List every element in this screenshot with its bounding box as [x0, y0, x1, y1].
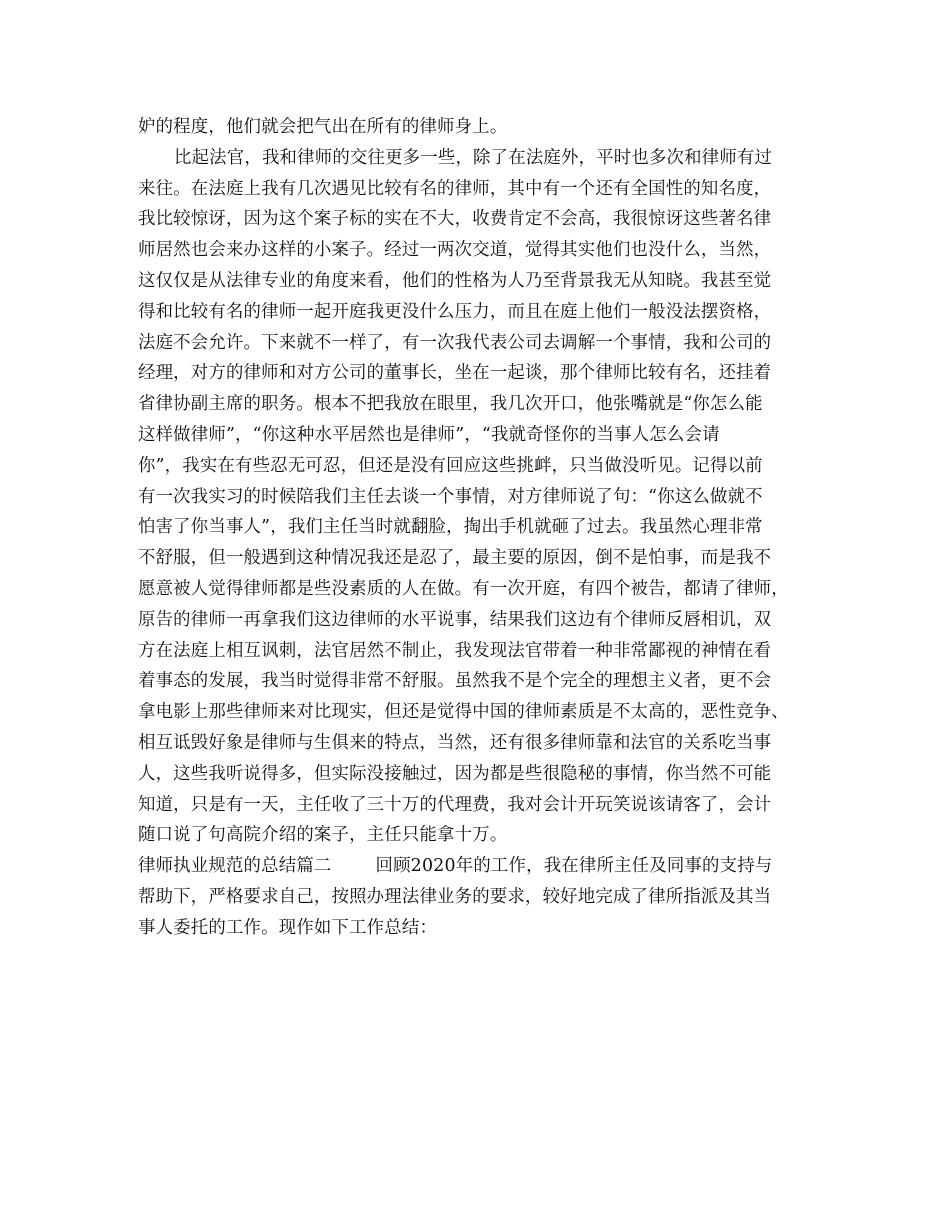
text-line: 来往。在法庭上我有几次遇见比较有名的律师，其中有一个还有全国性的知名度， — [138, 178, 772, 199]
text-line: 得和比较有名的律师一起开庭我更没什么压力，而且在庭上他们一般没法摆资格， — [138, 301, 772, 322]
body-text — [138, 112, 814, 944]
text-line: 法庭不会允许。下来就不一样了，有一次我代表公司去调解一个事情，我和公司的 — [138, 332, 772, 353]
text-line: 省律协副主席的职务。根本不把我放在眼里，我几次开口，他张嘴就是“你怎么能 — [138, 394, 763, 415]
text-line: 这仅仅是从法律专业的角度来看，他们的性格为人乃至背景我无从知晓。我甚至觉 — [138, 270, 772, 291]
text-line: 妒的程度，他们就会把气出在所有的律师身上。 — [138, 117, 508, 137]
text-line: 事人委托的工作。现作如下工作总结： — [138, 917, 438, 938]
text-line: 怕害了你当事人”，我们主任当时就翻脸，掏出手机就砸了过去。我虽然心理非常 — [138, 517, 763, 538]
text-line: 经理，对方的律师和对方公司的董事长，坐在一起谈，那个律师比较有名，还挂着 — [138, 363, 772, 384]
text-line: 随口说了句高院介绍的案子，主任只能拿十万。 — [138, 825, 508, 846]
text-line: 知道，只是有一天，主任收了三十万的代理费，我对会计开玩笑说该请客了，会计 — [138, 794, 772, 815]
text-line: 有一次我实习的时候陪我们主任去谈一个事情，对方律师说了句：“你这么做就不 — [138, 486, 763, 507]
section-heading-line — [138, 851, 814, 882]
text-line: 相互诋毁好象是律师与生俱来的特点，当然，还有很多律师靠和法官的关系吃当事 — [138, 732, 772, 753]
text-line: 不舒服，但一般遇到这种情况我还是忍了，最主要的原因，倒不是怕事，而是我不 — [138, 548, 772, 569]
text-line: 愿意被人觉得律师都是些没素质的人在做。有一次开庭，有四个被告，都请了律师， — [138, 578, 789, 599]
text-line: 拿电影上那些律师来对比现实，但还是觉得中国的律师素质是不太高的，恶性竞争、 — [138, 702, 789, 723]
paragraph-first-line: 比起法官，我和律师的交往更多一些，除了在法庭外，平时也多次和律师有过 — [174, 147, 773, 168]
text-line: 原告的律师一再拿我们这边律师的水平说事，结果我们这边有个律师反唇相讥，双 — [138, 609, 772, 630]
text-line: 人，这些我听说得多，但实际没接触过，因为都是些很隐秘的事情，你当然不可能 — [138, 763, 772, 784]
text-line: 师居然也会来办这样的小案子。经过一两次交道，觉得其实他们也没什么，当然， — [138, 240, 772, 261]
text-line: 这样做律师”，“你这种水平居然也是律师”，“我就奇怪你的当事人怎么会请 — [138, 424, 720, 445]
text-line: 帮助下，严格要求自己，按照办理法律业务的要求，较好地完成了律所指派及其当 — [138, 886, 772, 907]
text-line: 我比较惊讶，因为这个案子标的实在不大，收费肯定不会高，我很惊讶这些著名律 — [138, 209, 772, 230]
text-line: 着事态的发展，我当时觉得非常不舒服。虽然我不是个完全的理想主义者，更不会 — [138, 671, 772, 692]
text-line: 方在法庭上相互讽刺，法官居然不制止，我发现法官带着一种非常鄙视的神情在看 — [138, 640, 772, 661]
section-heading: 律师执业规范的总结篇二 — [138, 856, 332, 877]
section-first-line: 回顾2020年的工作，我在律所主任及同事的支持与 — [375, 856, 773, 877]
text-line: 你”，我实在有些忍无可忍，但还是没有回应这些挑衅，只当做没听见。记得以前 — [138, 455, 763, 476]
